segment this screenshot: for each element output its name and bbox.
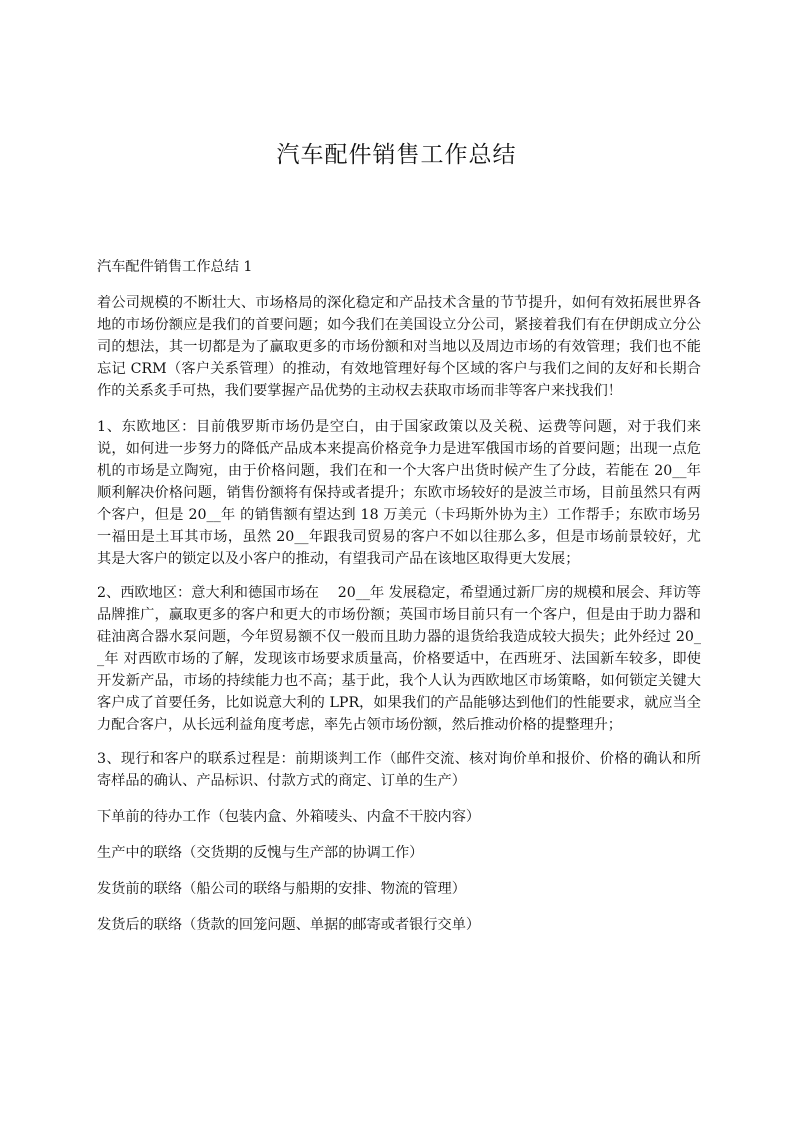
paragraph-contact-process: 3、现行和客户的联系过程是：前期谈判工作（邮件交流、核对询价单和报价、价格的确认和所寄样品的确认、产品标识、付款方式的商定、订单的生产） <box>97 751 701 789</box>
paragraph-production: 生产中的联络（交货期的反愧与生产部的协调工作） <box>97 845 424 861</box>
paragraph-post-shipment: 发货后的联络（货款的回笼问题、单据的邮寄或者银行交单） <box>97 917 481 933</box>
document-body <box>97 256 701 950</box>
document-title: 汽车配件销售工作总结 <box>276 142 517 168</box>
paragraph-pre-shipment: 发货前的联络（船公司的联络与船期的安排、物流的管理） <box>97 881 466 897</box>
section-subtitle: 汽车配件销售工作总结 1 <box>97 259 253 275</box>
paragraph-east-europe: 1、东欧地区：目前俄罗斯市场仍是空白，由于国家政策以及关税、运费等问题，对于我们来说，如何进一步努力的降低产品成本来提高价格竞争力是进军俄国市场的首要问题；出现一点危机的市场是立陶宛，由于价格问题，我们在和一个大客户出货时候产生了分歧，若能在 20__年 顺利解决价格问题，销售份额将有保持或者提升；东欧市场较好的是波兰市场，目前虽然只有两个客户，但是 20__年 的销售额有望达到 18 万美元（卡玛斯外协为主）工作帮手；东欧市场另一福田是土耳其市场，虽然 20__年跟我司贸易的客户不如以往那么多，但是市场前景较好，尤其是大客户的锁定以及小客户的推动，有望我司产品在该地区取得更大发展； <box>97 419 701 567</box>
paragraph-intro: 着公司规模的不断壮大、市场格局的深化稳定和产品技术含量的节节提升，如何有效拓展世界各地的市场份额应是我们的首要问题；如今我们在美国设立分公司，紧接着我们有在伊朗成立分公司的想法，其一切都是为了赢取更多的市场份额和对当地以及周边市场的有效管理；我们也不能忘记 CRM（客户关系管理）的推动，有效地管理好每个区域的客户与我们之间的友好和长期合作的关系炙手可热，我们要掌握产品优势的主动权去获取市场而非等客户来找我们！ <box>97 295 701 399</box>
paragraph-west-europe: 2、西欧地区：意大利和德国市场在 20__年 发展稳定，希望通过新厂房的规模和展会、拜访等品牌推广，赢取更多的客户和更大的市场份额；英国市场目前只有一个客户，但是由于助力器和硅油离合器水泵问题，今年贸易额不仅一般而且助力器的退货给我造成较大损失；此外经过 20__年 对西欧市场的了解，发现该市场要求质量高，价格要适中，在西班牙、法国新车较多，即使开发新产品，市场的持续能力也不高；基于此，我个人认为西欧地区市场策略，如何锁定关键大客户成了首要任务，比如说意大利的 LPR，如果我们的产品能够达到他们的性能要求，就应当全力配合客户，从长远利益角度考虑，率先占领市场份额，然后推动价格的提整理升； <box>97 585 701 733</box>
paragraph-pre-order: 下单前的待办工作（包装内盒、外箱唛头、内盒不干胶内容） <box>97 809 481 825</box>
